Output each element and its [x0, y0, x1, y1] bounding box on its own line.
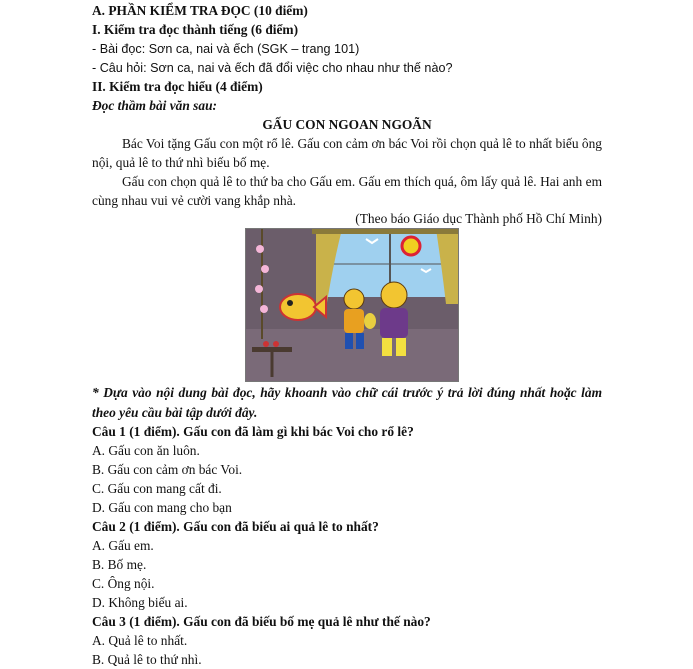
- bears-illustration-image: [246, 229, 458, 381]
- q2-option-b[interactable]: B. Bố mẹ.: [92, 557, 147, 572]
- reading-instruction: Đọc thầm bài văn sau:: [92, 98, 217, 113]
- section1-title: I. Kiểm tra đọc thành tiếng (6 điểm): [92, 22, 299, 37]
- q1-option-c[interactable]: C. Gấu con mang cất đi.: [92, 481, 222, 496]
- q1-option-d[interactable]: D. Gấu con mang cho bạn: [92, 500, 232, 515]
- task-instruction: * Dựa vào nội dung bài đọc, hãy khoanh vào chữ cái trước ý trả lời đúng nhất hoặc làm theo yêu cầu bài tập dưới đây.: [92, 385, 602, 420]
- q1-option-a[interactable]: A. Gấu con ăn luôn.: [92, 443, 200, 458]
- reading-question: - Câu hỏi: Sơn ca, nai và ếch đã đổi việc cho nhau như thế nào?: [92, 61, 453, 75]
- question-3: Câu 3 (1 điểm). Gấu con đã biếu bố mẹ quả lê như thế nào?: [92, 614, 431, 629]
- reading-assignment: - Bài đọc: Sơn ca, nai và ếch (SGK – trang 101): [92, 42, 360, 56]
- q2-option-c[interactable]: C. Ông nội.: [92, 576, 155, 591]
- section2-title: II. Kiểm tra đọc hiểu (4 điểm): [92, 79, 263, 94]
- q2-option-a[interactable]: A. Gấu em.: [92, 538, 154, 553]
- story-paragraph-1: Bác Voi tặng Gấu con một rổ lê. Gấu con cảm ơn bác Voi rồi chọn quả lê to nhất biếu ông nội, quả lê to thứ nhì biếu bố mẹ.: [92, 136, 602, 170]
- q2-option-d[interactable]: D. Không biếu ai.: [92, 595, 188, 610]
- part-a-title: A. PHẦN KIỂM TRA ĐỌC (10 điểm): [92, 3, 308, 18]
- question-1: Câu 1 (1 điểm). Gấu con đã làm gì khi bác Voi cho rổ lê?: [92, 424, 414, 439]
- q3-option-b[interactable]: B. Quả lê to thứ nhì.: [92, 652, 202, 667]
- story-source: (Theo báo Giáo dục Thành phố Hồ Chí Minh): [355, 211, 602, 226]
- q1-option-b[interactable]: B. Gấu con cảm ơn bác Voi.: [92, 462, 243, 477]
- question-2: Câu 2 (1 điểm). Gấu con đã biếu ai quả lê to nhất?: [92, 519, 379, 534]
- q3-option-a[interactable]: A. Quả lê to nhất.: [92, 633, 188, 648]
- story-title: GẤU CON NGOAN NGOÃN: [262, 117, 432, 132]
- story-illustration: [245, 228, 459, 382]
- story-paragraph-2: Gấu con chọn quả lê to thứ ba cho Gấu em. Gấu em thích quá, ôm lấy quả lê. Hai anh em cùng nhau vui vẻ cười vang khắp nhà.: [92, 174, 602, 208]
